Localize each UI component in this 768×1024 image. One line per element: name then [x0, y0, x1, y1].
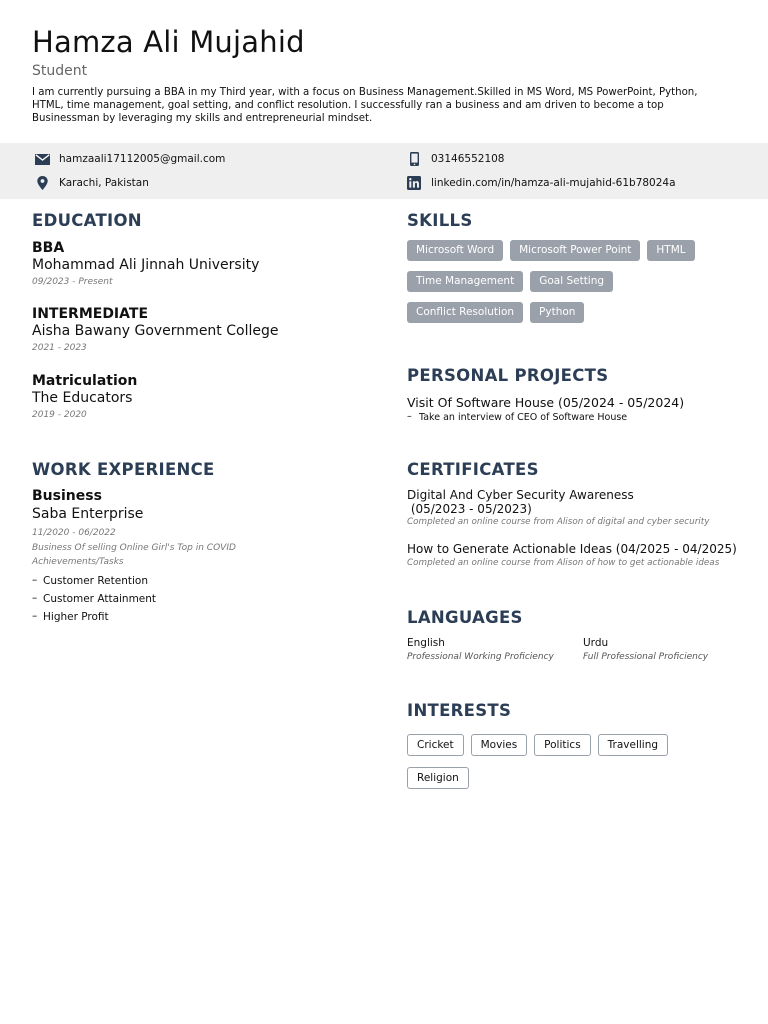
education-degree: BBA — [32, 240, 65, 256]
education-item — [32, 373, 137, 420]
education-heading: EDUCATION — [32, 211, 142, 230]
achievements-list — [32, 572, 362, 626]
language-name: Urdu — [583, 637, 609, 649]
interests-list — [407, 734, 737, 800]
skills-list — [407, 240, 737, 333]
contact-location — [34, 176, 149, 190]
contact-linkedin[interactable] — [406, 176, 676, 190]
skill-tag: Microsoft Power Point — [510, 240, 640, 261]
certificate-item — [407, 489, 747, 528]
contact-band — [0, 143, 768, 199]
linkedin-icon — [406, 176, 422, 190]
certificate-title: Digital And Cyber Security Awareness — [407, 488, 634, 502]
interest-tag: Cricket — [407, 734, 464, 756]
projects-heading: PERSONAL PROJECTS — [407, 366, 609, 385]
skill-tag: HTML — [647, 240, 694, 261]
education-item — [32, 240, 259, 287]
candidate-name: Hamza Ali Mujahid — [32, 25, 305, 59]
skill-tag: Python — [530, 302, 584, 323]
work-experience-heading: WORK EXPERIENCE — [32, 460, 215, 479]
languages-heading: LANGUAGES — [407, 608, 523, 627]
education-item — [32, 306, 278, 353]
interest-tag: Travelling — [598, 734, 668, 756]
interest-tag: Politics — [534, 734, 591, 756]
skill-tag: Goal Setting — [530, 271, 613, 292]
contact-phone-text: 03146552108 — [431, 153, 505, 165]
contact-location-text: Karachi, Pakistan — [59, 177, 149, 189]
project-item — [407, 395, 747, 424]
education-school: The Educators — [32, 390, 133, 406]
certificate-description: Completed an online course from Alison of digital and cyber security — [407, 517, 710, 527]
certificate-item — [407, 543, 747, 569]
skill-tag: Microsoft Word — [407, 240, 503, 261]
interest-tag: Religion — [407, 767, 469, 789]
language-level: Professional Working Proficiency — [407, 652, 554, 662]
contact-email[interactable] — [34, 152, 225, 166]
language-level: Full Professional Proficiency — [583, 652, 709, 662]
resume-header — [32, 24, 732, 125]
work-achievements-label: Achievements/Tasks — [32, 557, 124, 567]
interest-tag: Movies — [471, 734, 528, 756]
achievement-item: – Customer Retention — [32, 572, 362, 590]
education-date: 09/2023 - Present — [32, 277, 113, 287]
certificate-description: Completed an online course from Alison of how to get actionable ideas — [407, 557, 720, 568]
contact-linkedin-text: linkedin.com/in/hamza-ali-mujahid-61b78024a — [431, 177, 676, 189]
interests-heading: INTERESTS — [407, 701, 512, 720]
language-item — [407, 636, 554, 664]
mobile-phone-icon — [406, 152, 422, 166]
certificates-heading: CERTIFICATES — [407, 460, 539, 479]
work-item — [32, 488, 362, 626]
skill-tag: Conflict Resolution — [407, 302, 523, 323]
map-pin-icon — [34, 176, 50, 190]
project-bullet: – Take an interview of CEO of Software House — [407, 411, 747, 424]
certificate-dates: (05/2023 - 05/2023) — [407, 501, 532, 516]
envelope-icon — [34, 152, 50, 166]
work-role: Business — [32, 488, 102, 504]
education-school: Mohammad Ali Jinnah University — [32, 257, 260, 273]
education-date: 2019 - 2020 — [32, 410, 87, 420]
work-date: 11/2020 - 06/2022 — [32, 528, 116, 538]
project-title: Visit Of Software House (05/2024 - 05/2024) — [407, 395, 685, 410]
skills-heading: SKILLS — [407, 211, 473, 230]
education-degree: INTERMEDIATE — [32, 306, 149, 322]
education-school: Aisha Bawany Government College — [32, 323, 279, 339]
work-company: Saba Enterprise — [32, 506, 144, 522]
language-name: English — [407, 637, 445, 649]
contact-email-text: hamzaali17112005@gmail.com — [59, 153, 226, 165]
achievement-item: – Higher Profit — [32, 608, 362, 626]
education-date: 2021 - 2023 — [32, 343, 87, 353]
work-description: Business Of selling Online Girl's Top in COVID — [32, 542, 236, 553]
achievement-item: – Customer Attainment — [32, 590, 362, 608]
candidate-role: Student — [32, 63, 88, 79]
contact-phone[interactable] — [406, 152, 505, 166]
skill-tag: Time Management — [407, 271, 523, 292]
summary-text: I am currently pursuing a BBA in my Third year, with a focus on Business Management.Skilled in MS Word, MS PowerPoint, Python, HTML, time management, goal setting, and conflict resolution. I successfully ran a business and am driven to become a top Businessman by leveraging my skills and entrepreneurial mindset. — [32, 87, 698, 124]
language-item — [583, 636, 708, 664]
education-degree: Matriculation — [32, 373, 138, 389]
certificate-title: How to Generate Actionable Ideas (04/2025 - 04/2025) — [407, 542, 737, 556]
